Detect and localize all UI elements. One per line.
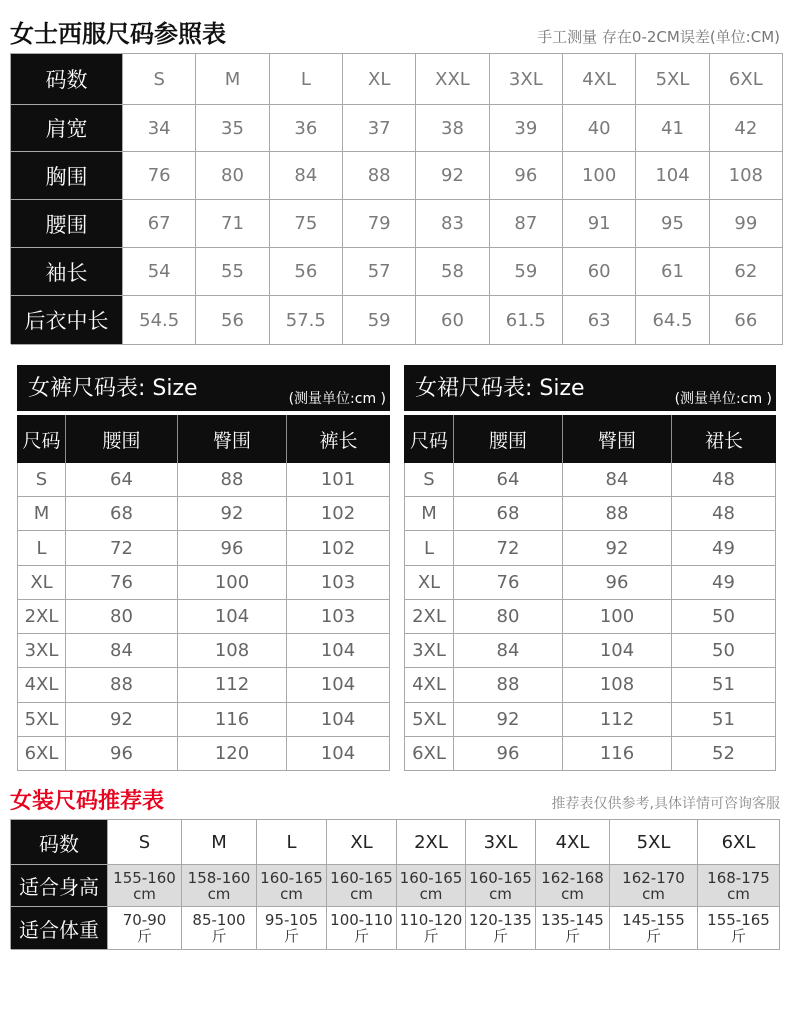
recommend-cell-range: 120-135 — [469, 911, 532, 929]
suit-header-label: 码数 — [11, 54, 123, 105]
suit-table-cell: 96 — [490, 152, 563, 200]
skirt-size-cell: M — [405, 497, 454, 531]
recommend-table-cell — [397, 865, 466, 907]
skirt-table-cell: 104 — [563, 634, 672, 668]
recommend-cell-range: 155-165 — [707, 911, 770, 929]
skirt-table-cell: 88 — [454, 668, 563, 702]
suit-table-cell: 55 — [196, 248, 269, 296]
skirt-table-cell: 51 — [672, 668, 776, 702]
suit-table-cell: 63 — [563, 296, 636, 345]
suit-table-cell: 41 — [636, 105, 709, 152]
pants-table-cell: 76 — [66, 566, 178, 600]
recommend-cell-range: 160-165 — [330, 868, 393, 887]
recommend-cell-unit: 斤 — [492, 927, 508, 945]
pants-table-cell: 96 — [66, 737, 178, 771]
pants-table-cell: 103 — [287, 566, 390, 600]
suit-table-cell: 35 — [196, 105, 269, 152]
recommend-table-cell — [327, 907, 397, 950]
skirt-table-cell: 108 — [563, 668, 672, 702]
recommend-table-cell — [108, 865, 182, 907]
suit-row-label: 肩宽 — [11, 105, 123, 152]
pants-size-cell: L — [18, 531, 66, 565]
skirt-table-cell: 100 — [563, 600, 672, 634]
suit-size-header: L — [270, 54, 343, 105]
pants-table-cell: 92 — [66, 703, 178, 737]
recommend-cell-unit: 斤 — [423, 927, 439, 945]
pants-table-cell: 88 — [66, 668, 178, 702]
suit-table-cell: 71 — [196, 200, 269, 248]
recommend-table-cell — [466, 907, 536, 950]
skirt-table-cell: 80 — [454, 600, 563, 634]
recommend-table-cell — [610, 907, 698, 950]
pants-table-cell: 84 — [66, 634, 178, 668]
pants-table-cell: 120 — [178, 737, 287, 771]
recommend-table-cell — [466, 865, 536, 907]
suit-table-cell: 62 — [710, 248, 783, 296]
recommend-cell-range: 95-105 — [264, 911, 319, 929]
suit-table-cell: 87 — [490, 200, 563, 248]
recommend-header-label: 码数 — [11, 820, 108, 865]
suit-size-header: XL — [343, 54, 416, 105]
suit-table-cell: 92 — [416, 152, 489, 200]
suit-table-cell: 76 — [123, 152, 196, 200]
suit-table-cell: 58 — [416, 248, 489, 296]
recommend-cell-unit: 斤 — [564, 927, 580, 945]
skirt-table-cell: 116 — [563, 737, 672, 771]
recommend-size-header: 2XL — [397, 820, 466, 865]
pants-header-row — [17, 415, 390, 463]
suit-table-cell: 59 — [343, 296, 416, 345]
recommend-cell-unit: cm — [561, 884, 584, 903]
suit-table-cell: 54 — [123, 248, 196, 296]
recommend-size-header: 4XL — [536, 820, 610, 865]
recommend-cell-unit: cm — [642, 884, 665, 903]
suit-table-cell: 75 — [270, 200, 343, 248]
skirt-size-cell: L — [405, 531, 454, 565]
pants-column-header: 臀围 — [178, 415, 287, 463]
pants-table-cell: 104 — [287, 703, 390, 737]
recommend-table-cell — [610, 865, 698, 907]
suit-table-cell: 95 — [636, 200, 709, 248]
recommend-chart-title: 女装尺码推荐表 — [10, 789, 165, 814]
pants-table-cell: 80 — [66, 600, 178, 634]
recommend-cell-unit: 斤 — [136, 927, 152, 945]
skirt-size-table — [404, 365, 776, 771]
skirt-table-cell: 96 — [454, 737, 563, 771]
skirt-column-header: 腰围 — [454, 415, 563, 463]
suit-row-label: 袖长 — [11, 248, 123, 296]
suit-table-cell: 79 — [343, 200, 416, 248]
suit-size-header: 4XL — [563, 54, 636, 105]
suit-size-table — [10, 53, 783, 344]
suit-table-cell: 56 — [270, 248, 343, 296]
recommend-cell-range: 162-168 — [541, 868, 604, 887]
recommend-cell-range: 158-160 — [187, 868, 251, 887]
suit-table-cell: 66 — [710, 296, 783, 345]
recommend-cell-range: 155-160 — [113, 868, 176, 887]
pants-size-cell: 6XL — [18, 737, 66, 771]
recommend-cell-unit: cm — [727, 884, 750, 903]
suit-row-label: 后衣中长 — [11, 296, 123, 345]
skirt-size-cell: 2XL — [405, 600, 454, 634]
skirt-table-cell: 49 — [672, 566, 776, 600]
pants-table-cell: 108 — [178, 634, 287, 668]
recommend-cell-range: 168-175 — [707, 868, 770, 887]
pants-table-cell: 116 — [178, 703, 287, 737]
recommend-size-header: 3XL — [466, 820, 536, 865]
skirt-column-header: 裙长 — [704, 429, 743, 452]
recommend-chart-note: 推荐表仅供参考,具体详情可咨询客服 — [551, 796, 780, 812]
recommend-cell-range: 162-170 — [622, 868, 685, 887]
skirt-table-cell: 112 — [563, 703, 672, 737]
suit-table-cell: 100 — [563, 152, 636, 200]
recommend-cell-unit: cm — [207, 884, 231, 903]
recommend-cell-range: 145-155 — [622, 911, 685, 929]
skirt-table-cell: 48 — [672, 463, 776, 497]
recommend-size-header: M — [182, 820, 257, 865]
suit-table-cell: 61.5 — [490, 296, 563, 345]
recommend-cell-unit: cm — [280, 884, 303, 903]
pants-column-header: 腰围 — [66, 415, 178, 463]
recommend-cell-range: 160-165 — [399, 868, 463, 887]
suit-size-header: XXL — [416, 54, 489, 105]
pants-size-cell: 2XL — [18, 600, 66, 634]
skirt-table-cell: 72 — [454, 531, 563, 565]
suit-table-cell: 59 — [490, 248, 563, 296]
skirt-table-cell: 64 — [454, 463, 563, 497]
suit-table-cell: 42 — [710, 105, 783, 152]
recommend-size-header: XL — [327, 820, 397, 865]
recommend-table-cell — [536, 907, 610, 950]
recommend-size-table — [10, 819, 780, 949]
suit-table-cell: 36 — [270, 105, 343, 152]
suit-row-label: 胸围 — [11, 152, 123, 200]
suit-size-header: 6XL — [710, 54, 783, 105]
suit-size-header: M — [196, 54, 269, 105]
recommend-table-cell — [698, 907, 780, 950]
skirt-table-cell: 84 — [454, 634, 563, 668]
recommend-cell-unit: cm — [350, 884, 373, 903]
skirt-table-body — [404, 463, 776, 771]
recommend-table-cell — [698, 865, 780, 907]
pants-column-header: 尺码 — [18, 415, 66, 463]
suit-table-cell: 38 — [416, 105, 489, 152]
recommend-cell-unit: cm — [419, 884, 443, 903]
skirt-title-bar — [404, 365, 776, 411]
pants-size-cell: M — [18, 497, 66, 531]
recommend-size-header: 5XL — [610, 820, 698, 865]
skirt-chart-title: 女裙尺码表: Size — [415, 376, 585, 401]
suit-size-header: S — [123, 54, 196, 105]
skirt-size-cell: 3XL — [405, 634, 454, 668]
recommend-cell-unit: 斤 — [211, 927, 227, 945]
suit-table-cell: 99 — [710, 200, 783, 248]
recommend-cell-unit: 斤 — [730, 927, 746, 945]
recommend-table-cell — [182, 865, 257, 907]
suit-table-cell: 37 — [343, 105, 416, 152]
suit-table-cell: 91 — [563, 200, 636, 248]
suit-chart-title: 女士西服尺码参照表 — [10, 20, 226, 48]
pants-table-cell: 103 — [287, 600, 390, 634]
recommend-table-cell — [182, 907, 257, 950]
pants-table-cell: 104 — [287, 634, 390, 668]
suit-table-cell: 54.5 — [123, 296, 196, 345]
skirt-table-cell: 96 — [563, 566, 672, 600]
recommend-size-header: L — [257, 820, 327, 865]
skirt-header-row — [404, 415, 776, 463]
skirt-unit-note: (测量单位:cm ) — [674, 391, 772, 407]
pants-table-cell: 92 — [178, 497, 287, 531]
suit-table-cell: 40 — [563, 105, 636, 152]
skirt-column-header: 臀围 — [563, 415, 672, 463]
suit-table-cell: 64.5 — [636, 296, 709, 345]
pants-table-cell: 64 — [66, 463, 178, 497]
recommend-cell-unit: 斤 — [283, 927, 299, 945]
skirt-table-cell: 50 — [672, 600, 776, 634]
suit-table-cell: 60 — [416, 296, 489, 345]
suit-table-cell: 88 — [343, 152, 416, 200]
recommend-cell-range: 135-145 — [541, 911, 604, 929]
recommend-row-label: 适合身高 — [11, 865, 108, 907]
suit-table-cell: 67 — [123, 200, 196, 248]
suit-table-cell: 108 — [710, 152, 783, 200]
recommend-table-cell — [257, 865, 327, 907]
recommend-row-label: 适合体重 — [11, 907, 108, 950]
skirt-table-cell: 92 — [563, 531, 672, 565]
suit-table-cell: 57 — [343, 248, 416, 296]
pants-size-cell: 4XL — [18, 668, 66, 702]
skirt-size-cell: 5XL — [405, 703, 454, 737]
suit-row-label: 腰围 — [11, 200, 123, 248]
pants-size-cell: 5XL — [18, 703, 66, 737]
skirt-size-cell: 6XL — [405, 737, 454, 771]
pants-table-cell: 112 — [178, 668, 287, 702]
skirt-column-header: 尺码 — [405, 415, 454, 463]
pants-table-cell: 68 — [66, 497, 178, 531]
skirt-table-cell: 50 — [672, 634, 776, 668]
pants-table-body — [17, 463, 390, 771]
pants-table-cell: 88 — [178, 463, 287, 497]
recommend-table-cell — [397, 907, 466, 950]
suit-table-cell: 39 — [490, 105, 563, 152]
recommend-table-cell — [327, 865, 397, 907]
suit-table-cell: 83 — [416, 200, 489, 248]
suit-size-header: 5XL — [636, 54, 709, 105]
recommend-cell-range: 110-120 — [399, 911, 463, 929]
pants-table-cell: 102 — [287, 531, 390, 565]
recommend-cell-unit: 斤 — [645, 927, 661, 945]
skirt-table-cell: 76 — [454, 566, 563, 600]
skirt-size-cell: 4XL — [405, 668, 454, 702]
suit-table-cell: 57.5 — [270, 296, 343, 345]
pants-size-cell: S — [18, 463, 66, 497]
pants-unit-note: (测量单位:cm ) — [288, 391, 386, 407]
skirt-table-cell: 88 — [563, 497, 672, 531]
pants-table-cell: 96 — [178, 531, 287, 565]
recommend-cell-unit: 斤 — [353, 927, 369, 945]
pants-size-cell: XL — [18, 566, 66, 600]
recommend-cell-unit: cm — [489, 884, 512, 903]
pants-table-cell: 104 — [178, 600, 287, 634]
skirt-table-cell: 51 — [672, 703, 776, 737]
suit-table-cell: 34 — [123, 105, 196, 152]
suit-table-cell: 104 — [636, 152, 709, 200]
skirt-size-cell: XL — [405, 566, 454, 600]
recommend-size-header: S — [108, 820, 182, 865]
suit-table-cell: 84 — [270, 152, 343, 200]
suit-size-header: 3XL — [490, 54, 563, 105]
skirt-table-cell: 92 — [454, 703, 563, 737]
pants-table-cell: 104 — [287, 668, 390, 702]
recommend-cell-unit: cm — [133, 884, 156, 903]
pants-table-cell: 100 — [178, 566, 287, 600]
pants-table-cell: 102 — [287, 497, 390, 531]
recommend-table-cell — [257, 907, 327, 950]
skirt-table-cell: 68 — [454, 497, 563, 531]
pants-title-bar — [17, 365, 390, 411]
skirt-table-cell: 48 — [672, 497, 776, 531]
suit-table-cell: 80 — [196, 152, 269, 200]
skirt-size-cell: S — [405, 463, 454, 497]
recommend-table-cell — [108, 907, 182, 950]
suit-table-cell: 60 — [563, 248, 636, 296]
skirt-table-cell: 49 — [672, 531, 776, 565]
suit-table-cell: 61 — [636, 248, 709, 296]
recommend-size-header: 6XL — [698, 820, 780, 865]
pants-column-header: 裤长 — [319, 429, 358, 452]
pants-table-cell: 104 — [287, 737, 390, 771]
recommend-cell-range: 160-165 — [260, 868, 323, 887]
recommend-cell-range: 70-90 — [122, 911, 167, 929]
skirt-table-cell: 52 — [672, 737, 776, 771]
recommend-table-cell — [536, 865, 610, 907]
pants-table-cell: 72 — [66, 531, 178, 565]
pants-chart-title: 女裤尺码表: Size — [28, 376, 198, 401]
recommend-cell-range: 85-100 — [192, 911, 246, 929]
pants-table-cell: 101 — [287, 463, 390, 497]
suit-chart-note: 手工测量 存在0-2CM误差(单位:CM) — [537, 28, 780, 46]
pants-size-table — [17, 365, 390, 771]
skirt-table-cell: 84 — [563, 463, 672, 497]
suit-table-cell: 56 — [196, 296, 269, 345]
pants-size-cell: 3XL — [18, 634, 66, 668]
recommend-cell-range: 160-165 — [469, 868, 532, 887]
recommend-cell-range: 100-110 — [330, 911, 393, 929]
